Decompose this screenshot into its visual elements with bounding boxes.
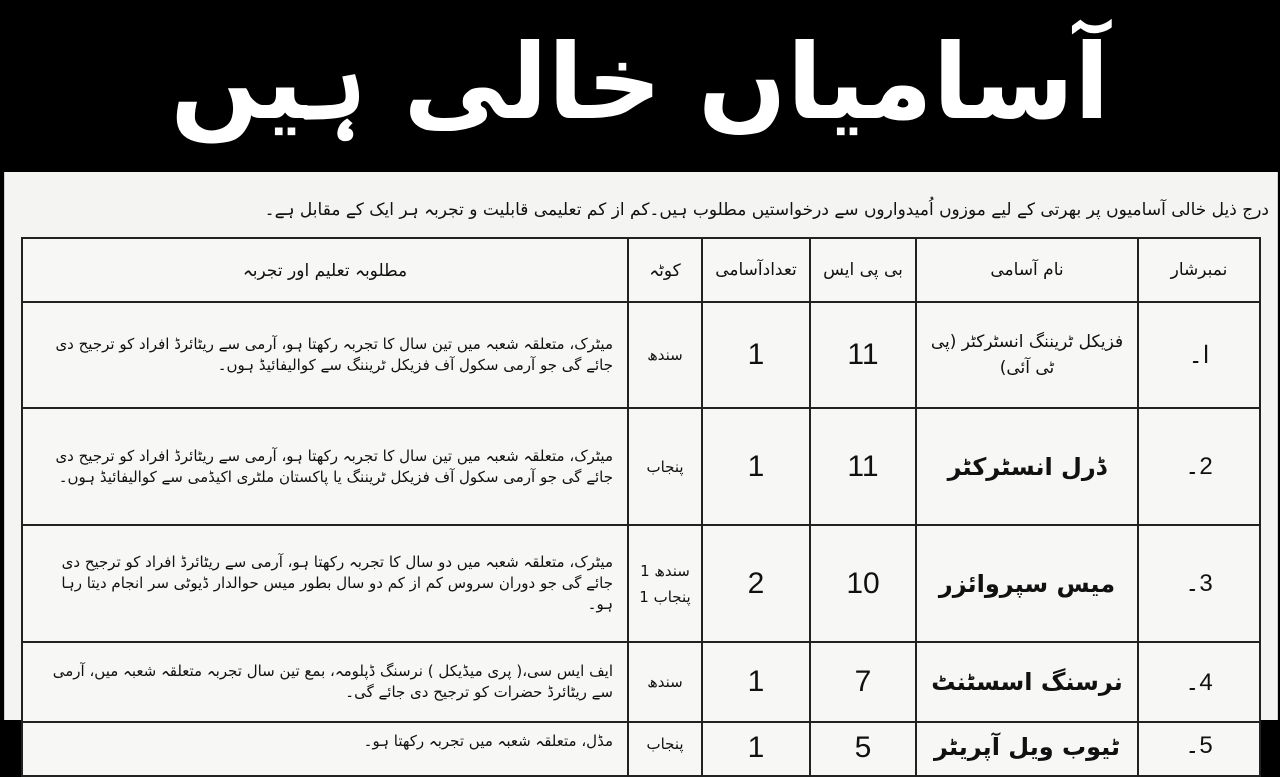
- cell-bps: 11: [810, 302, 916, 408]
- quota-value: پنجاب: [646, 735, 684, 753]
- header-banner: [0, 0, 1280, 172]
- cell-serial: 4۔: [1138, 642, 1260, 722]
- quota-value: سندھ 1: [640, 561, 690, 580]
- header-bps: بی پی ایس: [810, 238, 916, 302]
- cell-quota: [628, 408, 702, 525]
- intro-text: درج ذیل خالی آسامیوں پر بھرتی کے لیے موزوں اُمیدواروں سے درخواستیں مطلوب ہیں۔کم از کم تعلیمی قابلیت و تجربہ ہر ایک کے مقابل ہے۔: [264, 200, 1269, 220]
- cell-serial: 5۔: [1138, 722, 1260, 776]
- vacancies-table: [21, 237, 1261, 777]
- quota-value: سندھ: [647, 673, 683, 691]
- cell-requirement: مڈل، متعلقہ شعبہ میں تجربہ رکھتا ہو۔: [22, 722, 628, 776]
- cell-requirement: میٹرک، متعلقہ شعبہ میں تین سال کا تجربہ رکھتا ہو، آرمی سے ریٹائرڈ افراد کو ترجیح دی جائے گی جو آرمی سکول آف فزیکل ٹریننگ سے کوالیفائیڈ ہوں۔: [22, 302, 628, 408]
- cell-quota: [628, 525, 702, 642]
- page-title: آسامیاں خالی ہیں: [170, 21, 1110, 143]
- quota-value: پنجاب 1: [639, 587, 691, 606]
- header-quota: کوٹہ: [628, 238, 702, 302]
- cell-bps: 7: [810, 642, 916, 722]
- cell-quota: [628, 722, 702, 776]
- cell-quota: [628, 302, 702, 408]
- cell-count: 1: [702, 302, 810, 408]
- cell-serial: 2۔: [1138, 408, 1260, 525]
- cell-post: فزیکل ٹریننگ انسٹرکٹر (پی ٹی آئی): [916, 302, 1138, 408]
- cell-count: 1: [702, 408, 810, 525]
- header-serial: نمبرشار: [1138, 238, 1260, 302]
- cell-count: 1: [702, 642, 810, 722]
- header-count: تعدادآسامی: [702, 238, 810, 302]
- table-row: [22, 642, 1260, 722]
- header-post: نام آسامی: [916, 238, 1138, 302]
- table-header-row: [22, 238, 1260, 302]
- quota-value: پنجاب: [646, 457, 684, 476]
- cell-bps: 11: [810, 408, 916, 525]
- table-row: [22, 722, 1260, 776]
- cell-count: 1: [702, 722, 810, 776]
- cell-count: 2: [702, 525, 810, 642]
- cell-post: ٹیوب ویل آپریٹر: [916, 722, 1138, 776]
- cell-quota: [628, 642, 702, 722]
- cell-requirement: میٹرک، متعلقہ شعبہ میں دو سال کا تجربہ رکھتا ہو، آرمی سے ریٹائرڈ افراد کو ترجیح دی جائے گی جو دوران سروس کم از کم دو سال بطور میس حوالدار ڈیوٹی سر انجام دیتا رہا ہو۔: [22, 525, 628, 642]
- cell-post: میس سپروائزر: [916, 525, 1138, 642]
- cell-serial: 3۔: [1138, 525, 1260, 642]
- table-row: [22, 408, 1260, 525]
- advertisement-body: [4, 172, 1278, 764]
- cell-post: ڈرل انسٹرکٹر: [916, 408, 1138, 525]
- quota-value: سندھ: [647, 346, 683, 364]
- cell-requirement: میٹرک، متعلقہ شعبہ میں تین سال کا تجربہ رکھتا ہو، آرمی سے ریٹائرڈ افراد کو ترجیح دی جائے گی جو آرمی سکول آف فزیکل ٹریننگ یا پاکستان ملٹری اکیڈمی سے کوالیفائیڈ ہوں۔: [22, 408, 628, 525]
- cell-serial: ا۔: [1138, 302, 1260, 408]
- table-row: [22, 525, 1260, 642]
- cell-post: نرسنگ اسسٹنٹ: [916, 642, 1138, 722]
- table-row: [22, 302, 1260, 408]
- cell-bps: 5: [810, 722, 916, 776]
- header-requirement: مطلوبہ تعلیم اور تجربہ: [22, 238, 628, 302]
- cell-requirement: ایف ایس سی،( پری میڈیکل ) نرسنگ ڈپلومہ، بمع تین سال تجربہ متعلقہ شعبہ میں، آرمی سے ریٹائرڈ حضرات کو ترجیح دی جائے گی۔: [22, 642, 628, 722]
- cell-bps: 10: [810, 525, 916, 642]
